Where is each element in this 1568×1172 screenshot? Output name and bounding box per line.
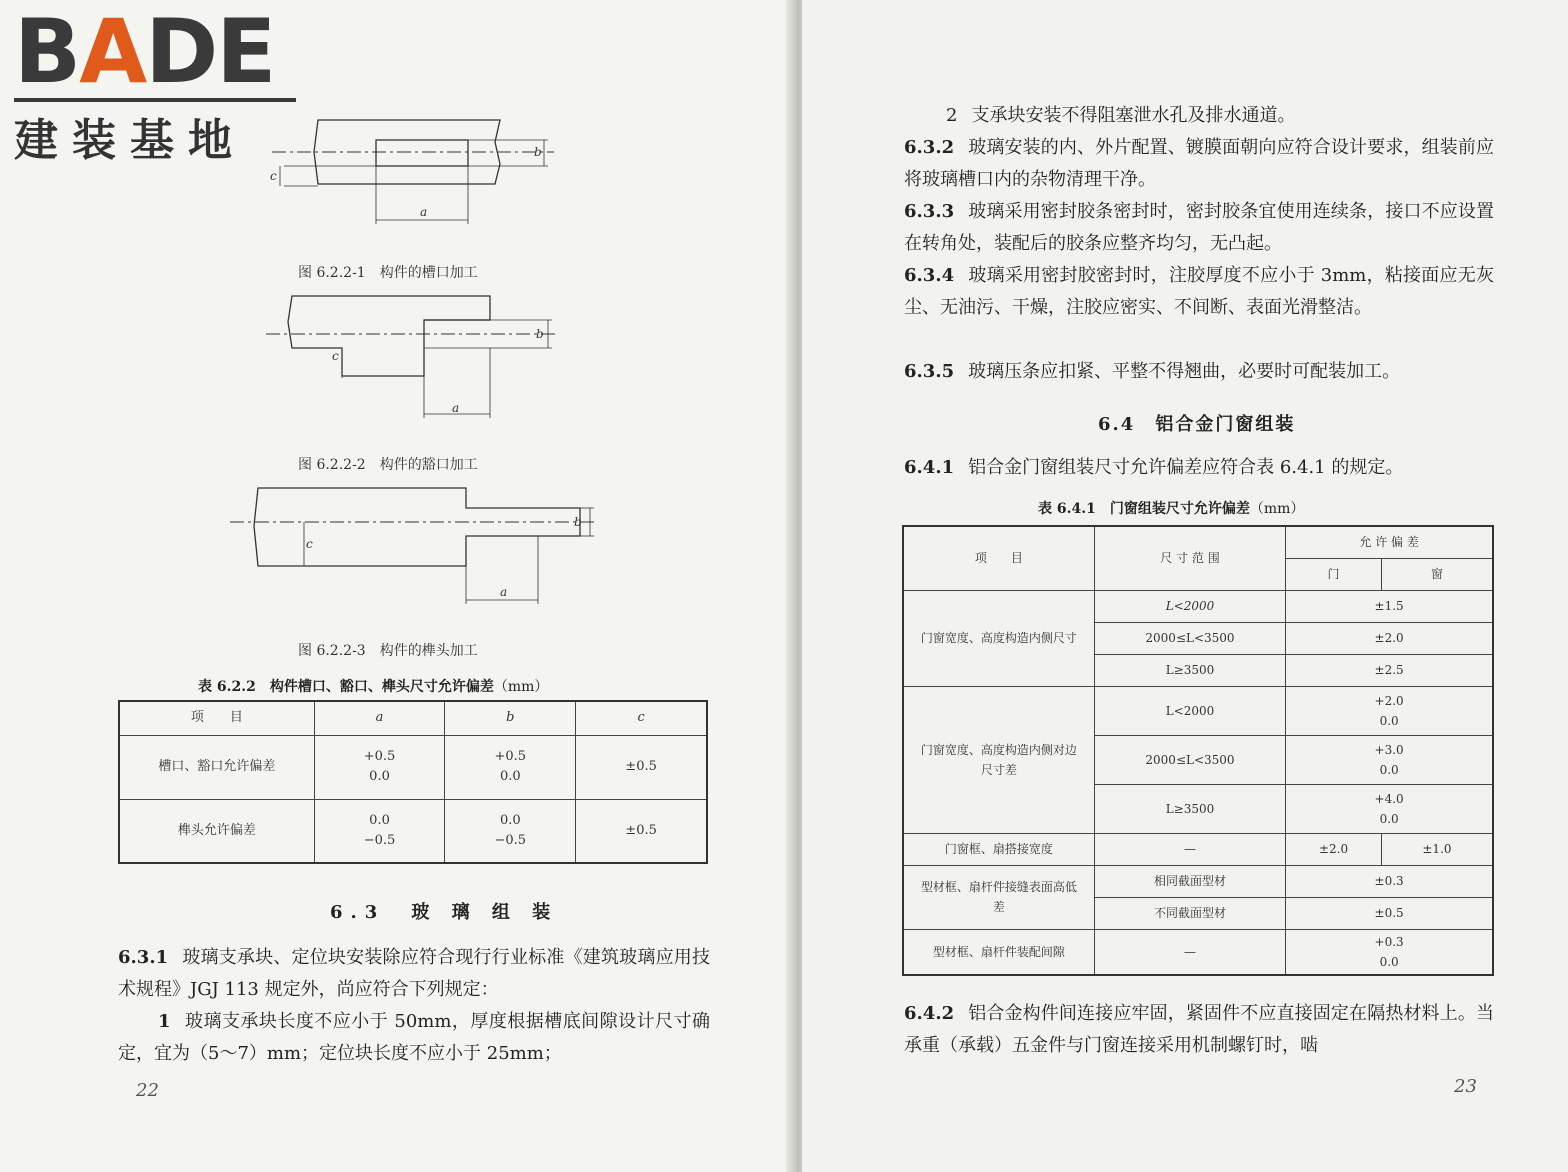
table-header-row [119, 701, 707, 735]
table-row [903, 686, 1493, 735]
tolerance-table-622 [118, 700, 708, 864]
tolerance-table-641 [902, 525, 1494, 976]
range-cell: L≥3500 [1094, 654, 1285, 686]
figure-caption: 图 6.2.2-1 构件的槽口加工 [298, 265, 478, 281]
table-header-row [903, 526, 1493, 558]
page-number: 23 [1454, 1076, 1477, 1097]
dim-label-b: b [534, 145, 542, 159]
range-cell: 不同截面型材 [1094, 897, 1285, 929]
header-cell: 窗 [1381, 558, 1493, 590]
slot-cutout [376, 140, 468, 166]
value-cell: ±0.3 [1286, 865, 1493, 897]
value-cell: ±1.5 [1286, 590, 1493, 622]
dim-label-b: b [536, 327, 544, 341]
value-cell: ±2.0 [1286, 833, 1382, 865]
value-cell: ±2.5 [1286, 654, 1493, 686]
figure-notch-diagram [262, 290, 562, 420]
header-cell: 允 许 偏 差 [1286, 526, 1493, 558]
value-cell: ±2.0 [1286, 622, 1493, 654]
dim-label-c: c [332, 349, 339, 363]
header-cell: 项 目 [119, 701, 314, 735]
header-cell: 尺 寸 范 围 [1094, 526, 1285, 590]
paragraph-6-3-2: 6.3.2 玻璃安装的内、外片配置、镀膜面朝向应符合设计要求，组装前应将玻璃槽口内的杂物清理干净。 [904, 137, 1494, 190]
value-cell: ±0.5 [576, 799, 707, 863]
value-cell: +0.5 0.0 [445, 735, 576, 799]
header-cell: c [576, 701, 707, 735]
table-row [119, 799, 707, 863]
header-cell: 门 [1286, 558, 1382, 590]
header-cell: a [314, 701, 445, 735]
paragraph-6-3-5: 6.3.5 玻璃压条应扣紧、平整不得翘曲，必要时可配装加工。 [904, 361, 1401, 382]
paragraph-6-3-4: 6.3.4 玻璃采用密封胶密封时，注胶厚度不应小于 3mm，粘接面应无灰尘、无油污、干燥，注胶应密实、不间断、表面光滑整洁。 [904, 265, 1494, 318]
table-row [903, 929, 1493, 975]
range-cell: L<2000 [1094, 686, 1285, 735]
paragraph-6-4-1: 6.4.1 铝合金门窗组装尺寸允许偏差应符合表 6.4.1 的规定。 [904, 457, 1404, 478]
dim-label-c: c [270, 169, 277, 183]
row-label: 门窗框、扇搭接宽度 [903, 833, 1094, 865]
paragraph-6-3-1: 6.3.1 玻璃支承块、定位块安装除应符合现行行业标准《建筑玻璃应用技术规程》JGJ 113 规定外，尚应符合下列规定： [118, 947, 710, 1000]
value-cell: +2.0 0.0 [1286, 686, 1493, 735]
figure-slot-diagram [262, 112, 562, 232]
paragraph-6-4-2: 6.4.2 铝合金构件间连接应牢固，紧固件不应直接固定在隔热材料上。当承重（承载）五金件与门窗连接采用机制螺钉时，啮 [904, 1003, 1494, 1056]
dim-label-a: a [420, 205, 428, 219]
figure-caption: 图 6.2.2-2 构件的豁口加工 [298, 457, 478, 473]
tenon-member-outline [254, 488, 580, 566]
logo [14, 0, 296, 168]
page-number: 22 [136, 1080, 159, 1101]
range-cell: — [1094, 929, 1285, 975]
row-label: 型材框、扇杆件装配间隙 [903, 929, 1094, 975]
table-row [903, 590, 1493, 622]
row-label: 榫头允许偏差 [119, 799, 314, 863]
range-cell: 相同截面型材 [1094, 865, 1285, 897]
table-caption: 表 6.2.2 构件槽口、豁口、榫头尺寸允许偏差（mm） [198, 679, 549, 695]
notch-member-outline [288, 296, 490, 376]
value-cell: ±0.5 [576, 735, 707, 799]
paragraph-6-3-3: 6.3.3 玻璃采用密封胶条密封时，密封胶条宜使用连续条，接口不应设置在转角处，装配后的胶条应整齐均匀，无凸起。 [904, 201, 1494, 254]
figure-caption: 图 6.2.2-3 构件的榫头加工 [298, 643, 478, 659]
table-caption: 表 6.4.1 门窗组装尺寸允许偏差（mm） [1038, 501, 1305, 517]
dim-label-a: a [452, 401, 460, 415]
paragraph-item-2: 2 支承块安装不得阻塞泄水孔及排水通道。 [946, 105, 1296, 126]
range-cell: — [1094, 833, 1285, 865]
section-title-6-3: 6.3 玻 璃 组 装 [330, 902, 559, 923]
row-label: 槽口、豁口允许偏差 [119, 735, 314, 799]
range-cell: 2000≤L<3500 [1094, 622, 1285, 654]
value-cell: +4.0 0.0 [1286, 784, 1493, 833]
row-label: 门窗宽度、高度构造内侧对边尺寸差 [903, 686, 1094, 833]
figure-tenon-diagram [228, 482, 598, 612]
value-cell: ±0.5 [1286, 897, 1493, 929]
row-label: 门窗宽度、高度构造内侧尺寸 [903, 590, 1094, 686]
dim-label-b: b [574, 515, 582, 529]
range-cell: 2000≤L<3500 [1094, 735, 1285, 784]
dim-label-c: c [306, 537, 313, 551]
logo-subtitle: 建装基地 [14, 115, 246, 166]
range-cell: L<2000 [1094, 590, 1285, 622]
dim-label-a: a [500, 585, 508, 599]
header-cell: b [445, 701, 576, 735]
value-cell: ±1.0 [1381, 833, 1493, 865]
value-cell: 0.0 −0.5 [445, 799, 576, 863]
range-cell: L≥3500 [1094, 784, 1285, 833]
right-page [802, 0, 1568, 1172]
logo-wordmark: BADE [14, 0, 275, 103]
table-row [903, 865, 1493, 897]
section-title-6-4: 6.4 铝合金门窗组装 [1098, 414, 1296, 435]
value-cell: 0.0 −0.5 [314, 799, 445, 863]
paragraph-item-1: 1 玻璃支承块长度不应小于 50mm，厚度根据槽底间隙设计尺寸确定，宜为（5～7）mm；定位块长度不应小于 25mm； [118, 1011, 710, 1064]
value-cell: +3.0 0.0 [1286, 735, 1493, 784]
value-cell: +0.5 0.0 [314, 735, 445, 799]
row-label: 型材框、扇杆件接缝表面高低差 [903, 865, 1094, 929]
value-cell: +0.3 0.0 [1286, 929, 1493, 975]
table-row [119, 735, 707, 799]
header-cell: 项 目 [903, 526, 1094, 590]
table-row [903, 833, 1493, 865]
